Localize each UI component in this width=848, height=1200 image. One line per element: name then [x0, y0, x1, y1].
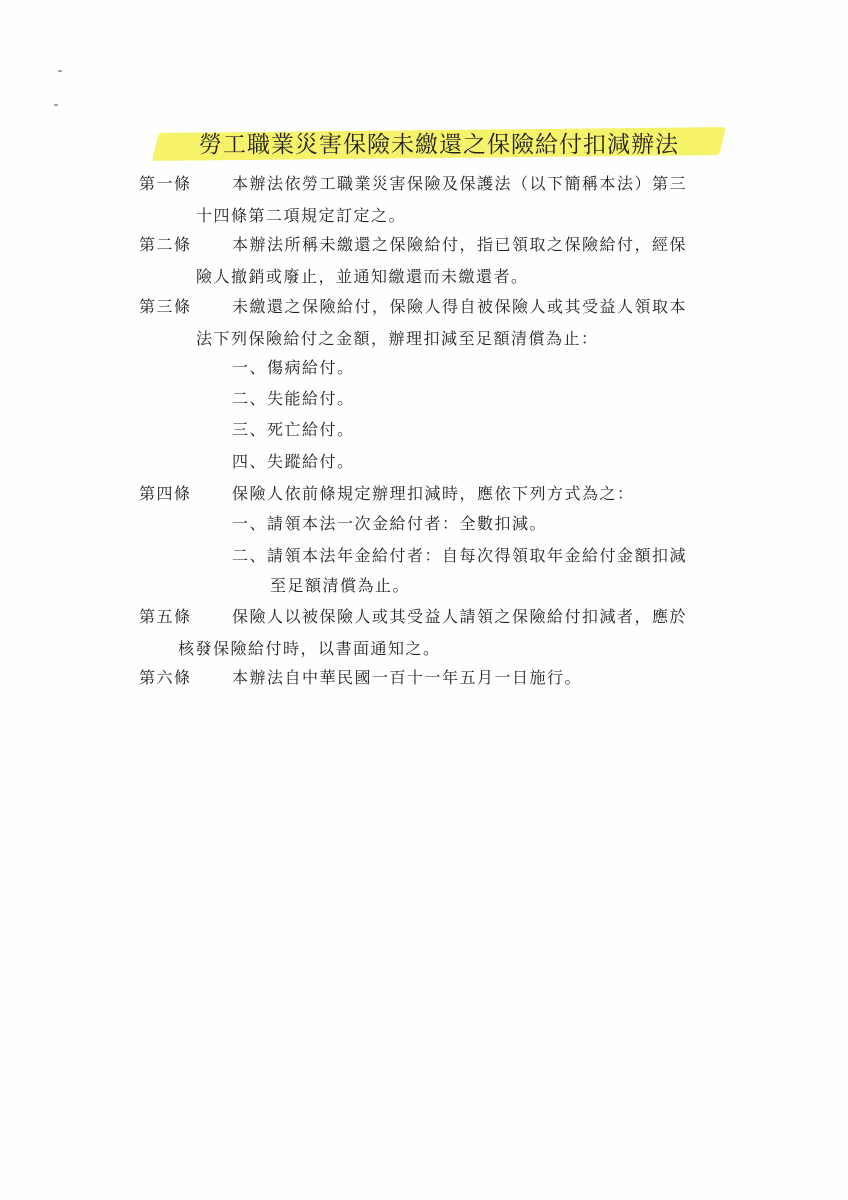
- article-label: 第二條: [139, 235, 192, 254]
- article-line: 保險人依前條規定辦理扣減時，應依下列方式為之：: [232, 484, 635, 503]
- article-line: 核發保險給付時，以書面通知之。: [178, 639, 441, 658]
- article-line: 本辦法自中華民國一百十一年五月一日施行。: [232, 668, 583, 687]
- list-item: 二、失能給付。: [232, 389, 355, 408]
- article-label: 第五條: [139, 607, 192, 626]
- article-label: 第六條: [139, 668, 192, 687]
- list-item: 一、傷病給付。: [232, 358, 355, 377]
- list-item: 一、請領本法一次金給付者：全數扣減。: [232, 514, 548, 533]
- article-label: 第三條: [139, 297, 192, 316]
- article-line: 本辦法所稱未繳還之保險給付，指已領取之保險給付，經保: [232, 235, 688, 254]
- article-line: 保險人以被保險人或其受益人請領之保險給付扣減者，應於: [232, 607, 688, 626]
- article-line: 險人撤銷或廢止，並通知繳還而未繳還者。: [196, 267, 529, 286]
- article-line: 未繳還之保險給付，保險人得自被保險人或其受益人領取本: [232, 297, 688, 316]
- list-item-continuation: 至足額清償為止。: [270, 576, 411, 595]
- scan-speck: [54, 104, 58, 106]
- article-line: 法下列保險給付之金額，辦理扣減至足額清償為止：: [196, 329, 599, 348]
- document-title-block: [150, 124, 728, 164]
- article-line: 本辦法依勞工職業災害保險及保護法（以下簡稱本法）第三: [232, 174, 688, 193]
- document-title: 勞工職業災害保險未繳還之保險給付扣減辦法: [199, 132, 679, 158]
- article-line: 十四條第二項規定訂定之。: [196, 206, 407, 225]
- list-item: 二、請領本法年金給付者：自每次得領取年金給付金額扣減: [232, 546, 688, 565]
- list-item: 三、死亡給付。: [232, 420, 355, 439]
- list-item: 四、失蹤給付。: [232, 452, 355, 471]
- scan-speck: [58, 70, 62, 72]
- article-label: 第四條: [139, 484, 192, 503]
- article-label: 第一條: [139, 174, 192, 193]
